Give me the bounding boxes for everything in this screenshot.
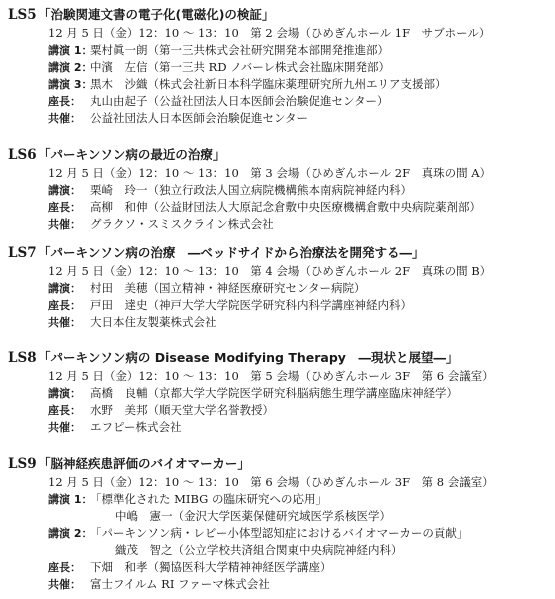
- role-label: 座長：: [48, 404, 81, 417]
- role-label: 講演：: [48, 184, 81, 197]
- session-meta: 12 月 5 日（金）12：10 〜 13：10 第 4 会場（ひめぎんホール 2F 真珠の間 B）: [48, 264, 492, 278]
- role-value: 粟村眞一朗（第一三共株式会社研究開発本部開発推進部）: [90, 43, 389, 57]
- session-code: LS5: [8, 7, 37, 23]
- role-label: 座長：: [48, 201, 81, 214]
- role-label: 講演 2：: [48, 61, 93, 74]
- role-label: 共催：: [48, 421, 81, 434]
- session-title: 「脳神経疾患評価のバイオマーカー」: [38, 456, 250, 471]
- role-value: 戸田 達史（神戸大学大学院医学研究科内科学講座神経内科）: [90, 298, 412, 312]
- talk-title: 「標準化された MIBG の臨床研究への応用」: [90, 492, 327, 506]
- role-value: 中濱 左信（第一三共 RD ノバーレ株式会社臨床開発部）: [90, 60, 391, 74]
- session-title: 「パーキンソン病の最近の治療」: [38, 147, 226, 162]
- session-meta: 12 月 5 日（金）12：10 〜 13：10 第 2 会場（ひめぎんホール 1F サブホール）: [48, 26, 491, 40]
- role-value: 高橋 良輔（京都大学大学院医学研究科脳病態生理学講座臨床神経学）: [90, 386, 458, 400]
- speaker: 中嶋 憲一（金沢大学医薬保健研究域医学系核医学）: [115, 509, 391, 523]
- role-value: 水野 美邦（順天堂大学名誉教授）: [90, 403, 274, 417]
- role-value: 富士フイルム RI ファーマ株式会社: [90, 577, 270, 591]
- talk-title: 「パーキンソン病・レビー小体型認知症におけるバイオマーカーの貢献」: [90, 526, 469, 540]
- role-label: 座長：: [48, 299, 81, 312]
- role-label: 講演 2：: [48, 527, 93, 540]
- role-value: 公益社団法人日本医師会治験促進センター: [90, 111, 309, 125]
- role-label: 座長：: [48, 561, 81, 574]
- role-label: 座長：: [48, 95, 81, 108]
- role-label: 共催：: [48, 316, 81, 329]
- role-label: 講演：: [48, 282, 81, 295]
- session-code: LS8: [8, 350, 37, 366]
- session-title: 「パーキンソン病の治療 ―ベッドサイドから治療法を開発する―」: [38, 245, 425, 260]
- role-label: 共催：: [48, 112, 81, 125]
- role-label: 講演：: [48, 387, 81, 400]
- session-code: LS7: [8, 245, 37, 261]
- role-label: 講演 3：: [48, 78, 93, 91]
- role-label: 共催：: [48, 218, 81, 231]
- session-title: 「パーキンソン病の Disease Modifying Therapy ―現状と展望―」: [38, 350, 459, 365]
- role-value: 村田 美穂（国立精神・神経医療研究センター病院）: [90, 281, 366, 295]
- role-value: 丸山由起子（公益社団法人日本医師会治験促進センター）: [90, 94, 389, 108]
- session-code: LS6: [8, 147, 37, 163]
- role-value: エフピー株式会社: [90, 420, 182, 434]
- role-value: グラクソ・スミスクライン株式会社: [90, 217, 274, 231]
- session-meta: 12 月 5 日（金）12：10 〜 13：10 第 3 会場（ひめぎんホール 2F 真珠の間 A）: [48, 166, 492, 180]
- role-value: 高柳 和伸（公益財団法人大原記念倉敷中央医療機構倉敷中央病院薬剤部）: [90, 200, 481, 214]
- session-code: LS9: [8, 456, 37, 472]
- session-title: 「治験関連文書の電子化(電磁化)の検証」: [38, 7, 275, 22]
- role-value: 栗崎 玲一（独立行政法人国立病院機構熊本南病院神経内科）: [90, 183, 412, 197]
- session-meta: 12 月 5 日（金）12：10 〜 13：10 第 5 会場（ひめぎんホール 3F 第 6 会議室）: [48, 369, 494, 383]
- speaker: 織茂 智之（公立学校共済組合関東中央病院神経内科）: [115, 543, 403, 557]
- role-label: 共催：: [48, 578, 81, 591]
- role-value: 下畑 和孝（獨協医科大学精神神経医学講座）: [90, 560, 332, 574]
- role-value: 大日本住友製薬株式会社: [90, 315, 217, 329]
- role-label: 講演 1：: [48, 493, 93, 506]
- session-meta: 12 月 5 日（金）12：10 〜 13：10 第 6 会場（ひめぎんホール 3F 第 8 会議室）: [48, 475, 494, 489]
- role-value: 黒木 沙織（株式会社新日本科学臨床薬理研究所九州エリア支援部）: [90, 77, 447, 91]
- role-label: 講演 1：: [48, 44, 93, 57]
